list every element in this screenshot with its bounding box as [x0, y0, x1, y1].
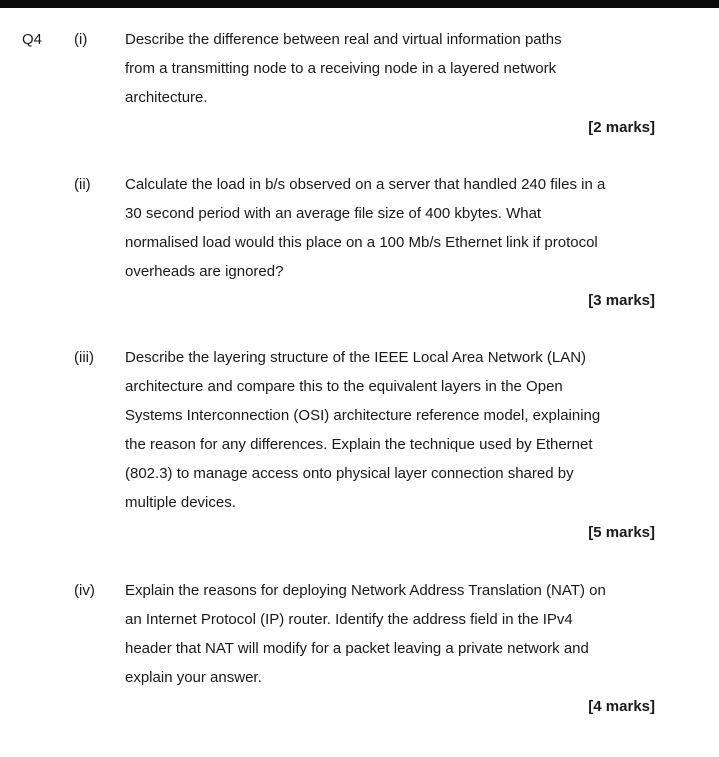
- text-line: normalised load would this place on a 100 Mb/s Ethernet link if protocol: [125, 234, 598, 251]
- text-line: Systems Interconnection (OSI) architecture reference model, explaining: [125, 407, 601, 424]
- text-line: from a transmitting node to a receiving node in a layered network: [125, 60, 557, 77]
- part-label: (i): [74, 31, 88, 48]
- part-text: [125, 343, 685, 517]
- text-line: architecture and compare this to the equivalent layers in the Open: [125, 378, 563, 395]
- text-line: Describe the layering structure of the IEEE Local Area Network (LAN): [125, 349, 587, 366]
- text-line: 30 second period with an average file size of 400 kbytes. What: [125, 205, 542, 222]
- part-label: (iii): [74, 349, 94, 366]
- text-line: Calculate the load in b/s observed on a server that handled 240 files in a: [125, 176, 606, 193]
- text-line: architecture.: [125, 89, 208, 106]
- marks-label: [3 marks]: [588, 292, 655, 309]
- question-number: Q4: [22, 31, 43, 48]
- marks-label: [5 marks]: [588, 524, 655, 541]
- part-text: [125, 170, 685, 286]
- part-label: (ii): [74, 176, 91, 193]
- marks-label: [4 marks]: [588, 698, 655, 715]
- part-text: [125, 576, 685, 692]
- text-line: (802.3) to manage access onto physical layer connection shared by: [125, 465, 574, 482]
- text-line: explain your answer.: [125, 669, 262, 686]
- text-line: an Internet Protocol (IP) router. Identify the address field in the IPv4: [125, 611, 573, 628]
- text-line: multiple devices.: [125, 494, 236, 511]
- text-line: overheads are ignored?: [125, 263, 284, 280]
- text-line: header that NAT will modify for a packet leaving a private network and: [125, 640, 589, 657]
- text-line: the reason for any differences. Explain the technique used by Ethernet: [125, 436, 593, 453]
- text-line: Explain the reasons for deploying Network Address Translation (NAT) on: [125, 582, 606, 599]
- top-border: [0, 0, 719, 8]
- part-text: [125, 25, 685, 112]
- text-line: Describe the difference between real and virtual information paths: [125, 31, 562, 48]
- marks-label: [2 marks]: [588, 119, 655, 136]
- part-label: (iv): [74, 582, 95, 599]
